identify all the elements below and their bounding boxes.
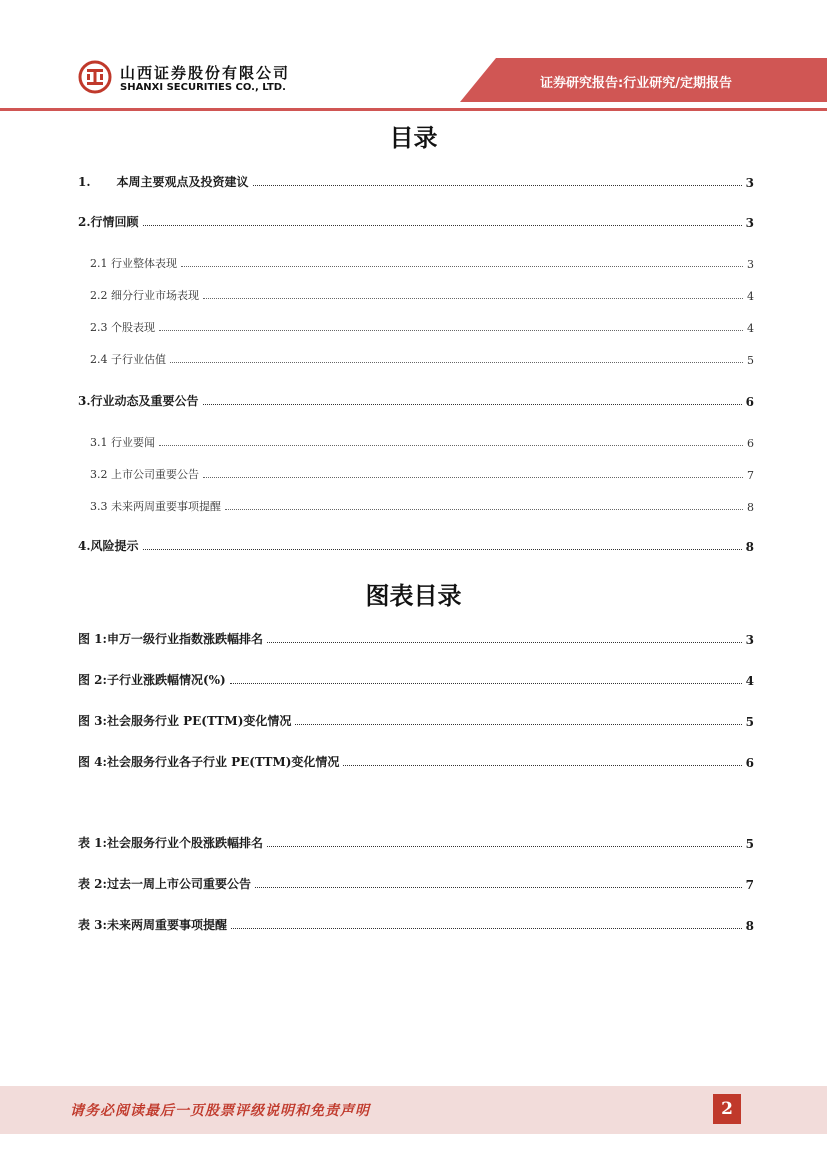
toc-item-page: 3 [745,216,754,230]
figure-item-label: 图 2:子行业涨跌幅情况(%) [78,673,226,687]
dot-leader [295,724,741,725]
dot-leader [267,642,742,643]
table-item-label: 表 3:未来两周重要事项提醒 [78,918,227,932]
toc-item-page: 4 [747,290,754,303]
toc-item-label: 4.风险提示 [78,539,139,553]
toc-item-page: 4 [747,322,754,335]
dot-leader [159,330,743,331]
toc-item-label: 3.行业动态及重要公告 [78,394,199,408]
figure-item-2[interactable] [78,670,754,688]
toc-item-page: 8 [745,540,754,554]
figure-item-1[interactable] [78,629,754,647]
dot-leader [203,404,742,405]
figure-item-page: 5 [745,715,754,729]
toc-item-number: 1. [78,175,91,189]
toc-item-label: 2.4 子行业估值 [90,353,166,366]
toc-item-label: 3.3 未来两周重要事项提醒 [90,500,221,513]
dot-leader [203,298,743,299]
dot-leader [230,683,742,684]
toc-item-label: 本周主要观点及投资建议 [116,175,249,189]
dot-leader [203,477,743,478]
dot-leader [267,846,742,847]
figure-item-4[interactable] [78,752,754,770]
toc-item-1[interactable] [78,172,754,190]
toc-item-3-3[interactable] [90,496,754,514]
toc-title: 目录 [389,123,438,152]
dot-leader [231,928,742,929]
toc-item-page: 6 [747,437,754,450]
company-name-en: SHANXI SECURITIES CO., LTD. [120,82,286,93]
figures-toc-title: 图表目录 [365,581,462,610]
dot-leader [255,887,742,888]
toc-item-label: 3.1 行业要闻 [90,436,155,449]
figure-item-page: 3 [745,633,754,647]
toc-item-page: 3 [745,176,754,190]
table-item-3[interactable] [78,915,754,933]
toc-item-page: 8 [747,501,754,514]
dot-leader [170,362,743,363]
dot-leader [225,509,743,510]
table-item-page: 8 [745,919,754,933]
toc-item-2-2[interactable] [90,285,754,303]
figure-item-page: 6 [745,756,754,770]
toc-item-label: 2.行情回顾 [78,215,139,229]
table-item-2[interactable] [78,874,754,892]
table-item-1[interactable] [78,833,754,851]
table-item-label: 表 2:过去一周上市公司重要公告 [78,877,251,891]
table-item-page: 7 [745,878,754,892]
company-logo-icon [78,60,112,94]
figure-item-page: 4 [745,674,754,688]
dot-leader [253,185,742,186]
toc-item-3-2[interactable] [90,464,754,482]
dot-leader [143,549,742,550]
toc-item-2-3[interactable] [90,317,754,335]
table-item-label: 表 1:社会服务行业个股涨跌幅排名 [78,836,263,850]
toc-item-2[interactable] [78,212,754,230]
header-divider [0,108,827,111]
toc-item-page: 7 [747,469,754,482]
toc-item-2-1[interactable] [90,253,754,271]
report-type-label: 证券研究报告:行业研究/定期报告 [540,76,732,91]
footer-disclaimer: 请务必阅读最后一页股票评级说明和免责声明 [70,1103,370,1119]
dot-leader [159,445,743,446]
figure-item-label: 图 1:申万一级行业指数涨跌幅排名 [78,632,263,646]
page-number: 2 [713,1094,741,1124]
page-header [0,0,827,110]
toc-item-3-1[interactable] [90,432,754,450]
toc-item-label: 3.2 上市公司重要公告 [90,468,199,481]
company-name-cn: 山西证券股份有限公司 [120,64,291,82]
table-item-page: 5 [745,837,754,851]
toc-item-2-4[interactable] [90,349,754,367]
toc-item-page: 6 [745,395,754,409]
toc-item-label: 2.3 个股表现 [90,321,155,334]
toc-item-4[interactable] [78,536,754,554]
figure-item-3[interactable] [78,711,754,729]
figure-item-label: 图 3:社会服务行业 PE(TTM)变化情况 [78,714,292,728]
toc-item-label: 2.1 行业整体表现 [90,257,177,270]
figure-item-label: 图 4:社会服务行业各子行业 PE(TTM)变化情况 [78,755,340,769]
dot-leader [343,765,741,766]
toc-item-label: 2.2 细分行业市场表现 [90,289,199,302]
toc-item-page: 3 [747,258,754,271]
toc-item-page: 5 [747,354,754,367]
toc-item-3[interactable] [78,391,754,409]
dot-leader [143,225,742,226]
dot-leader [181,266,743,267]
